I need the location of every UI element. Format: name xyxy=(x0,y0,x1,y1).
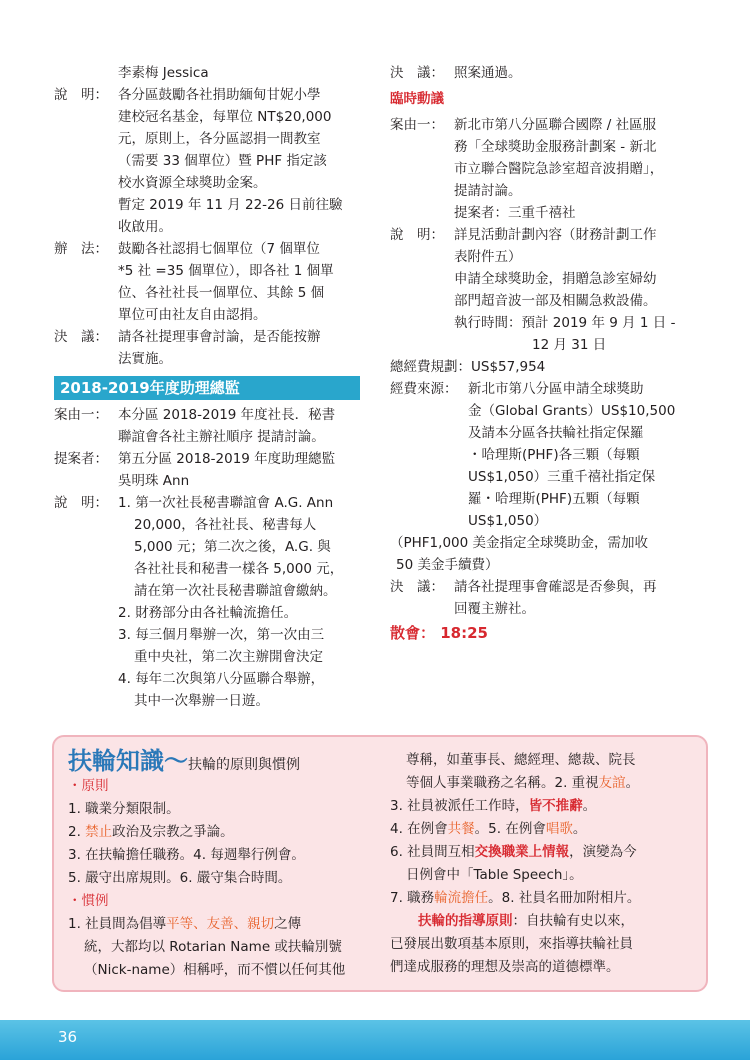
list-item: 3. 在扶輪擔任職務。4. 每週舉行例會。 xyxy=(68,847,305,863)
text-line: 羅・哈理斯(PHF)五顆（每顆 xyxy=(468,491,640,507)
knowledge-title xyxy=(68,741,300,776)
text-line: 提請討論。 xyxy=(454,183,522,199)
highlight: 輪流擔任 xyxy=(434,890,489,906)
text-line: 5,000 元；第二次之後，A.G. 與 xyxy=(134,539,331,555)
text-line: US$1,050） xyxy=(468,513,548,529)
text: 6. 社員間互相 xyxy=(390,844,475,860)
list-item xyxy=(390,841,695,864)
text-line: 各分區鼓勵各社捐助緬甸甘妮小學 xyxy=(118,87,321,103)
text-line: 20,000，各社社長、秘書每人 xyxy=(134,517,317,533)
text-line: 校水資源全球獎助金案。 xyxy=(118,175,267,191)
case-block xyxy=(54,404,364,448)
text-line: 尊稱，如董事長、總經理、總裁、院長 xyxy=(406,752,636,768)
label: 說 明： xyxy=(390,227,444,243)
highlight: 禁止 xyxy=(85,824,113,840)
text: ，演變為今 xyxy=(569,844,637,860)
right-column xyxy=(390,62,700,644)
text-line: （Nick-name）相稱呼，而不慣以任何其他 xyxy=(84,962,346,978)
highlight: 友誼 xyxy=(598,775,626,791)
text: 7. 職務 xyxy=(390,890,435,906)
list-item: 1. 職業分類限制。 xyxy=(68,801,180,817)
text-line: 統，大都均以 Rotarian Name 或扶輪別號 xyxy=(84,939,342,955)
text-line: 第五分區 2018-2019 年度助理總監 xyxy=(118,451,336,467)
budget-total: 總經費規劃：US$57,954 xyxy=(390,359,546,375)
list-item xyxy=(68,913,378,936)
list-item xyxy=(118,624,364,668)
highlight: 平等、友善、親切 xyxy=(166,916,275,932)
text-line: 重中央社，第二次主辦開會決定 xyxy=(134,649,323,665)
highlight: 共餐 xyxy=(447,821,475,837)
section-heading: 臨時動議 xyxy=(390,91,444,107)
principle-heading: ・原則 xyxy=(68,778,109,794)
text-line: 收啟用。 xyxy=(118,219,172,235)
item-number: 1. xyxy=(118,495,131,511)
text: ：自扶輪有史以來， xyxy=(512,913,634,929)
label: 案由一： xyxy=(390,117,444,133)
text-line: US$1,050）三重千禧社指定保 xyxy=(468,469,656,485)
list-item xyxy=(118,668,364,712)
list-item xyxy=(118,492,364,602)
text-line: 鼓勵各社認捐七個單位（7 個單位 xyxy=(118,241,320,257)
text-line: 請在第一次社長秘書聯誼會繳納。 xyxy=(134,583,337,599)
item-number: 2. xyxy=(118,605,131,621)
text: 政治及宗教之爭論。 xyxy=(112,824,234,840)
text-line: 日例會中「Table Speech」。 xyxy=(406,867,583,883)
knowledge-subtitle: 扶輪的原則與慣例 xyxy=(188,757,300,773)
text: 。8. 社員名冊加附相片。 xyxy=(488,890,641,906)
highlight: 交換職業上情報 xyxy=(474,844,570,860)
adjourn-time: 散會： 18:25 xyxy=(390,624,488,642)
knowledge-left xyxy=(68,775,378,982)
text-line: 新北市第八分區申請全球獎助 xyxy=(468,381,644,397)
text-line: 務「全球獎助金服務計劃案 - 新北 xyxy=(454,139,657,155)
text-line xyxy=(390,772,695,795)
label: 決 議： xyxy=(390,65,444,81)
list-item: 5. 嚴守出席規則。6. 嚴守集合時間。 xyxy=(68,870,292,886)
item-number: 3. xyxy=(118,627,131,643)
text: 2. xyxy=(68,824,86,840)
highlight: 扶輪的指導原則 xyxy=(418,913,513,929)
text: 1. 社員間為倡導 xyxy=(68,916,167,932)
label: 決 議： xyxy=(390,579,444,595)
text-line: 請各社提理事會確認是否參與，再 xyxy=(454,579,657,595)
text-line: 建校冠名基金，每單位 NT$20,000 xyxy=(118,109,332,125)
footer-bar xyxy=(0,1020,750,1060)
case-block xyxy=(390,114,700,224)
label: 辦 法： xyxy=(54,241,108,257)
text-line: 申請全球獎助金，捐贈急診室婦幼 xyxy=(454,271,657,287)
text: 。 xyxy=(572,821,587,837)
text: 。 xyxy=(625,775,640,791)
section-title: 2018-2019年度助理總監 xyxy=(54,376,360,400)
list-item xyxy=(390,818,695,841)
text: 3. 社員被派任工作時， xyxy=(390,798,529,814)
text-line: ・哈理斯(PHF)各三顆（每顆 xyxy=(468,447,640,463)
text-line: 吳明珠 Ann xyxy=(118,473,190,489)
knowledge-heading: 扶輪知識～ xyxy=(68,747,188,775)
label: 案由一： xyxy=(54,407,108,423)
label: 說 明： xyxy=(54,87,108,103)
rotary-knowledge-box xyxy=(52,735,708,992)
highlight: 皆不推辭 xyxy=(528,798,583,814)
knowledge-right xyxy=(390,749,695,979)
list-item xyxy=(68,821,378,844)
text-line: 們達成服務的理想及崇高的道德標準。 xyxy=(390,959,620,975)
text-line: 聯誼會各社主辦社順序 提請討論。 xyxy=(118,429,325,445)
list-item xyxy=(390,795,695,818)
text-line: 每三個月舉辦一次，第一次由三 xyxy=(135,627,325,643)
text: 。5. 在例會 xyxy=(474,821,546,837)
text-line: 請各社提理事會討論，是否能按辦 xyxy=(118,329,321,345)
text-line: 執行時間：預計 2019 年 9 月 1 日 - xyxy=(454,315,676,331)
text: 。 xyxy=(582,798,597,814)
left-column xyxy=(54,62,364,712)
text-line: 其中一次舉辦一日遊。 xyxy=(134,693,269,709)
text-line: 單位可由社友自由認捐。 xyxy=(118,307,267,323)
text: 等個人事業職務之名稱。2. 重視 xyxy=(406,775,599,791)
text-line: 法實施。 xyxy=(118,351,172,367)
text: 之傳 xyxy=(274,916,302,932)
label: 決 議： xyxy=(54,329,108,345)
text-line: 已發展出數項基本原則，來指導扶輪社員 xyxy=(390,936,633,952)
guiding-principle xyxy=(390,910,695,933)
text-line: 回覆主辦社。 xyxy=(454,601,535,617)
text-line: 新北市第八分區聯合國際 / 社區服 xyxy=(454,117,657,133)
text-line: 市立聯合醫院急診室超音波捐贈」， xyxy=(454,161,664,177)
label: 說 明： xyxy=(54,495,108,511)
resolution-block xyxy=(390,576,700,620)
resolution-block xyxy=(390,62,700,84)
text-line: 部門超音波一部及相關急救設備。 xyxy=(454,293,657,309)
proposer-block xyxy=(54,448,364,492)
text-line: 照案通過。 xyxy=(454,65,522,81)
text-line: 每年二次與第八分區聯合舉辦， xyxy=(135,671,325,687)
list-item xyxy=(390,887,695,910)
label: 經費來源： xyxy=(390,381,458,397)
page-number: 36 xyxy=(58,1028,78,1046)
text-line: 財務部分由各社輪流擔任。 xyxy=(135,605,298,621)
label: 提案者： xyxy=(54,451,108,467)
item-number: 4. xyxy=(118,671,131,687)
note-line: （PHF1,000 美金指定全球獎助金，需加收 xyxy=(390,535,648,551)
description-block xyxy=(390,224,700,356)
text-line: 詳見活動計劃內容（財務計劃工作 xyxy=(454,227,657,243)
text-line: *5 社 =35 個單位），即各社 1 個單 xyxy=(118,263,334,279)
text: 4. 在例會 xyxy=(390,821,448,837)
method-block xyxy=(54,238,364,326)
text-line: 暫定 2019 年 11 月 22-26 日前往驗 xyxy=(118,197,343,213)
text-line: 表附件五） xyxy=(454,249,522,265)
text-line: 第一次社長秘書聯誼會 A.G. Ann xyxy=(135,495,334,511)
custom-heading: ・慣例 xyxy=(68,893,109,909)
description-block xyxy=(54,492,364,712)
text-line: 及請本分區各扶輪社指定保羅 xyxy=(468,425,644,441)
text-line: 各社社長和秘書一樣各 5,000 元， xyxy=(134,561,344,577)
text-line: 元，原則上，各分區認捐一間教室 xyxy=(118,131,321,147)
note-line: 50 美金手續費） xyxy=(396,557,499,573)
list-item xyxy=(118,602,364,624)
highlight: 唱歌 xyxy=(545,821,573,837)
text-line: 李素梅 Jessica xyxy=(118,65,209,81)
text-line: 金（Global Grants）US$10,500 xyxy=(468,403,676,419)
text-line: 提案者：三重千禧社 xyxy=(454,205,576,221)
text-line: 12 月 31 日 xyxy=(532,337,607,353)
description-block xyxy=(54,84,364,238)
text-line: 位、各社社長一個單位、其餘 5 個 xyxy=(118,285,325,301)
text-line: 本分區 2018-2019 年度社長．秘書 xyxy=(118,407,336,423)
funding-source-block xyxy=(390,378,700,532)
resolution-block xyxy=(54,326,364,370)
text-line: （需要 33 個單位）暨 PHF 指定該 xyxy=(118,153,327,169)
